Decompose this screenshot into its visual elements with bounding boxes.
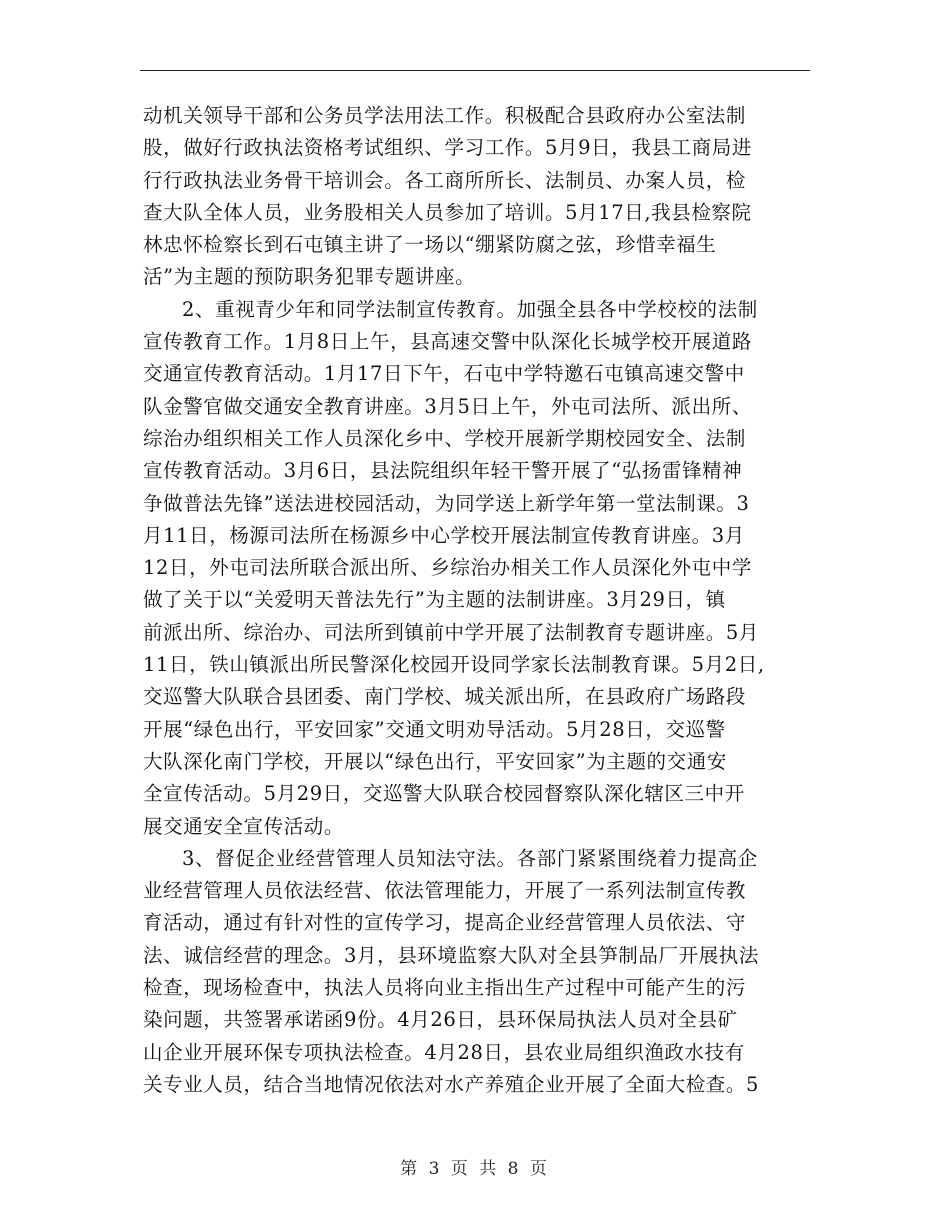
text-line: 宣传教育活动。3月6日，县法院组织年轻干警开展了“弘扬雷锋精神	[143, 459, 743, 483]
paragraph-2-start: 2、重视青少年和同学法制宣传教育。加强全县各中学校校的法制	[182, 297, 758, 321]
header-rule	[140, 70, 810, 71]
text-line: 交通宣传教育活动。1月17日下午，石屯中学特邀石屯镇高速交警中	[143, 362, 745, 386]
page-number-footer: 第 3 页 共 8 页	[400, 1159, 550, 1179]
text-line: 11日，铁山镇派出所民警深化校园开设同学家长法制教育课。5月2日,	[143, 653, 765, 677]
text-line: 争做普法先锋”送法进校园活动，为同学送上新学年第一堂法制课。3	[143, 491, 750, 515]
text-line: 全宣传活动。5月29日，交巡警大队联合校园督察队深化辖区三中开	[143, 782, 745, 806]
text-line: 活”为主题的预防职务犯罪专题讲座。	[143, 265, 476, 289]
text-line: 查大队全体人员，业务股相关人员参加了培训。5月17日,我县检察院	[143, 200, 752, 224]
text-line: 队金警官做交通安全教育讲座。3月5日上午，外屯司法所、派出所、	[143, 394, 752, 418]
text-line: 月11日，杨源司法所在杨源乡中心学校开展法制宣传教育讲座。3月	[143, 523, 745, 547]
text-line: 业经营管理人员依法经营、依法管理能力，开展了一系列法制宣传教	[143, 879, 747, 903]
text-line: 做了关于以“关爱明天普法先行”为主题的法制讲座。3月29日，镇	[143, 588, 726, 612]
text-line: 行行政执法业务骨干培训会。各工商所所长、法制员、办案人员，检	[143, 168, 747, 192]
text-line: 综治办组织相关工作人员深化乡中、学校开展新学期校园安全、法制	[143, 426, 747, 450]
text-line: 染问题，共签署承诺函9份。4月26日，县环保局执法人员对全县矿	[143, 1008, 738, 1032]
text-line: 展交通安全宣传活动。	[143, 814, 345, 838]
text-line: 法、诚信经营的理念。3月，县环境监察大队对全县笋制品厂开展执法	[143, 943, 760, 967]
body-text	[143, 100, 833, 1101]
text-line: 前派出所、综治办、司法所到镇前中学开展了法制教育专题讲座。5月	[143, 620, 760, 644]
paragraph-3-start: 3、督促企业经营管理人员知法守法。各部门紧紧围绕着力提高企	[182, 846, 758, 870]
text-line: 宣传教育工作。1月8日上午，县高速交警中队深化长城学校开展道路	[143, 330, 752, 354]
text-line: 检查，现场检查中，执法人员将向业主指出生产过程中可能产生的污	[143, 976, 747, 1000]
text-line: 开展“绿色出行，平安回家”交通文明劝导活动。5月28日，交巡警	[143, 717, 726, 741]
text-line: 关专业人员，结合当地情况依法对水产养殖企业开展了全面大检查。5	[143, 1072, 760, 1096]
text-line: 山企业开展环保专项执法检查。4月28日，县农业局组织渔政水技有	[143, 1040, 745, 1064]
text-line: 育活动，通过有针对性的宣传学习，提高企业经营管理人员依法、守	[143, 911, 747, 935]
text-line: 大队深化南门学校，开展以“绿色出行，平安回家”为主题的交通安	[143, 749, 727, 773]
text-line: 林忠怀检察长到石屯镇主讲了一场以“绷紧防腐之弦，珍惜幸福生	[143, 233, 717, 257]
text-line: 股，做好行政执法资格考试组织、学习工作。5月9日，我县工商局进	[143, 136, 752, 160]
text-line: 12日，外屯司法所联合派出所、乡综治办相关工作人员深化外屯中学	[143, 556, 752, 580]
text-line: 动机关领导干部和公务员学法用法工作。积极配合县政府办公室法制	[143, 104, 747, 127]
text-line: 交巡警大队联合县团委、南门学校、城关派出所，在县政府广场路段	[143, 685, 747, 709]
